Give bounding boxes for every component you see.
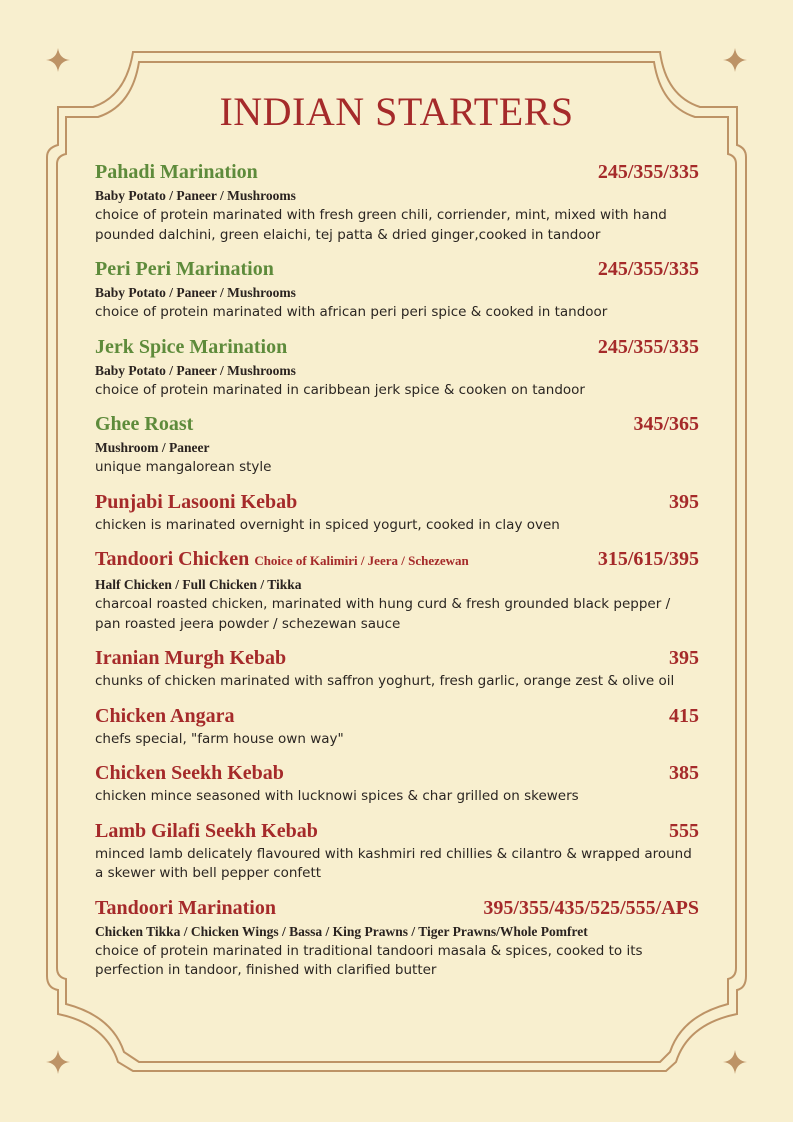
item-name-group	[95, 545, 469, 575]
item-description: choice of protein marinated in caribbean jerk spice & cooken on tandoor	[95, 381, 585, 398]
menu-item	[95, 545, 699, 634]
item-description: chicken is marinated overnight in spiced yogurt, cooked in clay oven	[95, 516, 560, 533]
star-ornament-bottom-right	[723, 1050, 747, 1074]
item-name: Chicken Seekh Kebab	[95, 762, 284, 784]
menu-item	[95, 488, 699, 536]
menu-item	[95, 333, 699, 401]
item-name: Peri Peri Marination	[95, 258, 274, 280]
menu-item	[95, 644, 699, 692]
item-name: Tandoori Chicken	[95, 548, 250, 570]
item-header	[95, 333, 699, 361]
menu-item	[95, 702, 699, 750]
item-name: Jerk Spice Marination	[95, 335, 288, 358]
item-name: Tandoori Marination	[95, 896, 276, 919]
item-options: Half Chicken / Full Chicken / Tikka	[95, 577, 302, 592]
item-description: chefs special, "farm house own way"	[95, 730, 344, 747]
item-price: 345/365	[633, 413, 699, 435]
item-price: 415	[669, 704, 699, 727]
item-header	[95, 255, 699, 283]
item-description: unique mangalorean style	[95, 459, 272, 475]
item-header	[95, 158, 699, 186]
item-options: Baby Potato / Paneer / Mushrooms	[95, 285, 296, 300]
item-price: 245/355/335	[597, 335, 699, 358]
item-price: 315/615/395	[597, 548, 699, 570]
item-name: Chicken Angara	[95, 704, 235, 727]
item-header	[95, 644, 699, 672]
item-options: Baby Potato / Paneer / Mushrooms	[95, 188, 296, 203]
item-options: Chicken Tikka / Chicken Wings / Bassa / King Prawns / Tiger Prawns/Whole Pomfret	[95, 923, 588, 939]
menu-item	[95, 410, 699, 478]
item-name: Pahadi Marination	[95, 161, 258, 183]
star-ornament-top-left	[46, 48, 70, 72]
item-header	[95, 817, 699, 845]
item-name: Punjabi Lasooni Kebab	[95, 490, 298, 513]
menu-item	[95, 158, 699, 245]
item-options: Mushroom / Paneer	[95, 440, 210, 455]
item-header	[95, 759, 699, 787]
menu-item	[95, 894, 699, 981]
item-price: 395	[669, 490, 699, 513]
item-price: 245/355/335	[597, 161, 699, 183]
item-header	[95, 894, 699, 922]
star-ornament-bottom-left	[46, 1050, 70, 1074]
item-name: Ghee Roast	[95, 413, 194, 435]
item-description: choice of protein marinated with african peri peri spice & cooked in tandoor	[95, 304, 608, 320]
menu-items	[95, 158, 699, 991]
item-name-subtitle: Choice of Kalimiri / Jeera / Schezewan	[254, 553, 469, 568]
item-name: Lamb Gilafi Seekh Kebab	[95, 819, 318, 842]
item-price: 245/355/335	[597, 258, 699, 280]
item-price: 555	[669, 819, 699, 842]
item-description: charcoal roasted chicken, marinated with hung curd & fresh grounded black pepper / pan roasted jeera powder / schezewan sauce	[95, 596, 671, 632]
item-price: 395	[669, 647, 699, 669]
item-name: Iranian Murgh Kebab	[95, 647, 287, 669]
item-description: choice of protein marinated in traditional tandoori masala & spices, cooked to its perfection in tandoor, finished with clarified butter	[95, 942, 643, 978]
item-description: choice of protein marinated with fresh green chili, corriender, mint, mixed with hand pounded dalchini, green elaichi, tej patta & dried ginger,cooked in tandoor	[95, 207, 667, 243]
item-description: chicken mince seasoned with lucknowi spices & char grilled on skewers	[95, 788, 579, 804]
item-header	[95, 702, 699, 730]
item-description: minced lamb delicately flavoured with kashmiri red chillies & cilantro & wrapped around a skewer with bell pepper confett	[95, 845, 692, 881]
item-options: Baby Potato / Paneer / Mushrooms	[95, 362, 296, 378]
page-title: INDIAN STARTERS	[219, 89, 574, 134]
item-description: chunks of chicken marinated with saffron yoghurt, fresh garlic, orange zest & olive oil	[95, 673, 675, 689]
item-header	[95, 488, 699, 516]
item-price: 395/355/435/525/555/APS	[483, 896, 699, 919]
menu-item	[95, 255, 699, 323]
menu-item	[95, 817, 699, 884]
star-ornament-top-right	[723, 48, 747, 72]
item-header	[95, 545, 699, 575]
item-price: 385	[669, 762, 699, 784]
item-header	[95, 410, 699, 438]
menu-item	[95, 759, 699, 807]
